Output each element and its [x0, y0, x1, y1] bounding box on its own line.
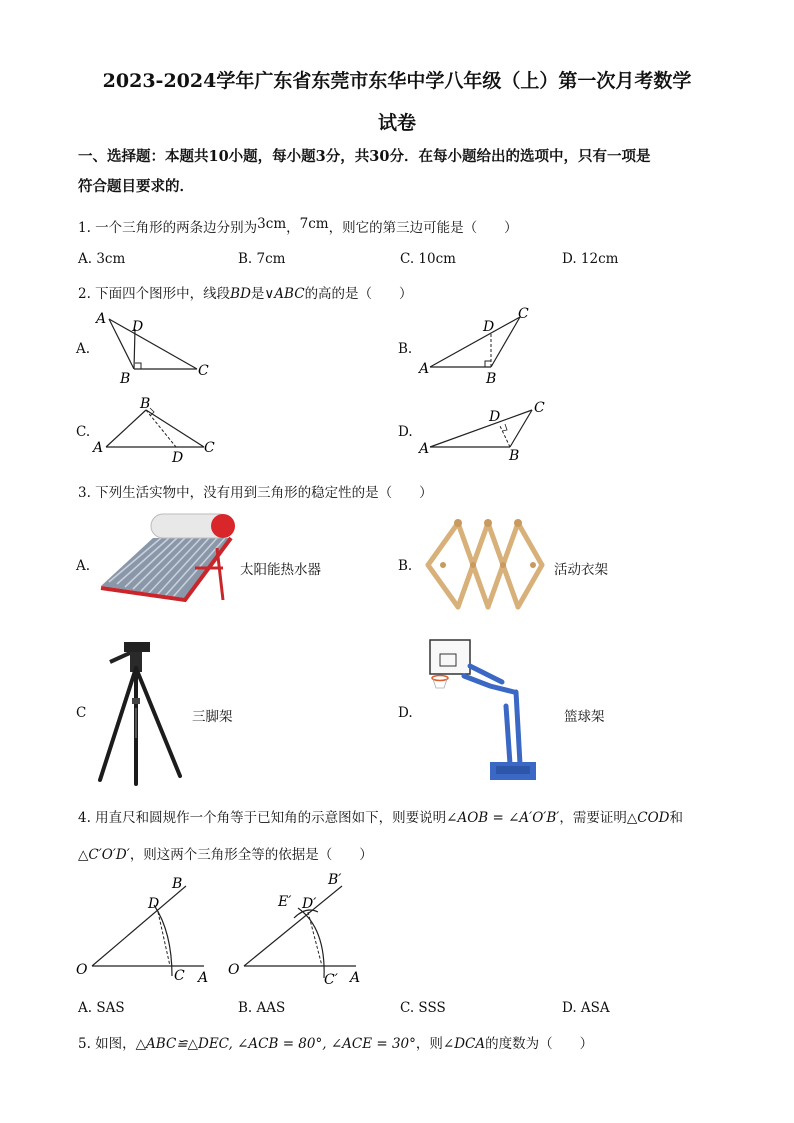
q4-stem-part: 4. 用直尺和圆规作一个角等于已知角的示意图如下，则要说明 [78, 810, 447, 826]
q2-figure-d [416, 396, 556, 468]
q1-sep: ， [286, 220, 300, 236]
q1-stem-part: ，则它的第三边可能是（ ） [328, 220, 518, 236]
q2-triangle: ∨ABC [264, 286, 305, 302]
q4l-label-c: C [174, 968, 185, 984]
q3-caption-d: 篮球架 [564, 709, 605, 725]
paper-title-line2: 试卷 [377, 112, 416, 134]
q4r-label-d: D′ [302, 896, 317, 912]
q4-stem-part: ，则这两个三角形全等的依据是（ ） [129, 847, 373, 863]
q3-option-d-label[interactable]: D. [398, 705, 413, 721]
q2-option-a-label[interactable]: A. [76, 341, 91, 357]
q4l-label-b: B [172, 876, 183, 892]
q4-stem-part: ，需要证明 [559, 810, 627, 826]
question-4-stem-line2 [78, 843, 373, 863]
q2-option-c-label[interactable]: C. [76, 424, 91, 440]
q4-figure-constructed-angle [226, 866, 376, 990]
question-4-stem-line1 [78, 806, 728, 826]
q2d-label-d: D [489, 409, 501, 425]
q2a-label-d: D [132, 319, 144, 335]
q5-stem-part: ，则 [415, 1036, 443, 1052]
q2-figure-c [90, 394, 230, 466]
q1-stem-part: 1. 一个三角形的两条边分别为 [78, 220, 258, 236]
q3-option-c-label[interactable]: C [76, 705, 87, 721]
q4l-label-o: O [76, 962, 88, 978]
q2-option-b-label[interactable]: B. [398, 341, 413, 357]
q5-condition: △ABC≌△DEC, ∠ACB = 80°, ∠ACE = 30° [135, 1036, 416, 1052]
tripod-image [92, 638, 188, 788]
q2-stem-part: 是 [250, 286, 265, 302]
q2-segment-bd: BD [230, 286, 251, 302]
q2a-label-a: A [96, 311, 107, 327]
section-header-line1: 一、选择题：本题共10小题，每小题3分，共30分．在每小题给出的选项中，只有一项是 [78, 148, 651, 165]
question-1-stem [78, 216, 518, 236]
q4-triangle-cod: △COD [626, 810, 670, 826]
q3-option-b-label[interactable]: B. [398, 558, 413, 574]
q1-option-a[interactable]: A. 3cm [78, 251, 126, 267]
q2-figure-b [416, 303, 546, 385]
q2-stem-part: 2. 下面四个图形中，线段 [78, 286, 231, 302]
q1-side-2: 7cm [299, 216, 329, 232]
q1-option-c[interactable]: C. 10cm [400, 251, 456, 267]
q2d-label-c: C [534, 400, 545, 416]
q5-stem-part: 的度数为（ ） [485, 1036, 594, 1052]
q4-triangle-cod-prime: △C′O′D′ [78, 847, 130, 863]
q3-caption-c: 三脚架 [192, 709, 233, 725]
q4r-label-e: E′ [278, 894, 292, 910]
q2c-label-b: B [140, 396, 151, 412]
q2c-label-c: C [204, 440, 215, 456]
paper-title-line1: 2023-2024学年广东省东莞市东华中学八年级（上）第一次月考数学 [102, 70, 692, 92]
q5-target-angle: ∠DCA [442, 1036, 486, 1052]
q2-option-d-label[interactable]: D. [398, 424, 413, 440]
q2c-label-d: D [172, 450, 184, 466]
q2a-label-b: B [120, 371, 131, 387]
q4-stem-part: 和 [669, 810, 683, 826]
section-header-line2: 符合题目要求的． [78, 178, 194, 195]
q4-option-b[interactable]: B. AAS [238, 1000, 286, 1016]
q2-figure-a [90, 305, 220, 387]
q2d-label-b: B [509, 448, 520, 464]
q4r-label-c: C′ [324, 972, 338, 988]
q3-caption-a: 太阳能热水器 [240, 562, 321, 578]
q4-option-d[interactable]: D. ASA [562, 1000, 610, 1016]
q1-option-b[interactable]: B. 7cm [238, 251, 286, 267]
basketball-stand-image [424, 636, 544, 786]
q4l-label-d: D [148, 896, 160, 912]
q4l-label-a: A [198, 970, 209, 986]
q2d-label-a: A [419, 441, 430, 457]
q1-side-1: 3cm [257, 216, 287, 232]
q4r-label-o: O [228, 962, 240, 978]
question-5-stem [78, 1032, 593, 1052]
q3-option-a-label[interactable]: A. [76, 558, 91, 574]
q4-angle-equation: ∠AOB = ∠A′O′B′ [446, 810, 560, 826]
q2b-label-a: A [419, 361, 430, 377]
folding-clothes-rack-image [420, 515, 550, 610]
q4-option-c[interactable]: C. SSS [400, 1000, 446, 1016]
solar-water-heater-image [95, 508, 235, 608]
q4-figure-original-angle [74, 872, 224, 990]
q5-stem-part: 5. 如图， [78, 1036, 136, 1052]
q2c-label-a: A [93, 440, 104, 456]
section-header [78, 142, 728, 202]
q4r-label-a: A [350, 970, 361, 986]
q2b-label-c: C [518, 306, 529, 322]
q2a-label-c: C [198, 363, 209, 379]
question-3-stem: 3. 下列生活实物中，没有用到三角形的稳定性的是（ ） [78, 485, 433, 501]
q2-stem-part: 的高的是（ ） [304, 286, 413, 302]
q4-option-a[interactable]: A. SAS [78, 1000, 125, 1016]
q2b-label-d: D [483, 319, 495, 335]
q4r-label-b: B′ [328, 872, 342, 888]
q1-option-d[interactable]: D. 12cm [562, 251, 619, 267]
q3-caption-b: 活动衣架 [554, 562, 608, 578]
q2b-label-b: B [486, 371, 497, 385]
question-2-stem [78, 282, 413, 302]
